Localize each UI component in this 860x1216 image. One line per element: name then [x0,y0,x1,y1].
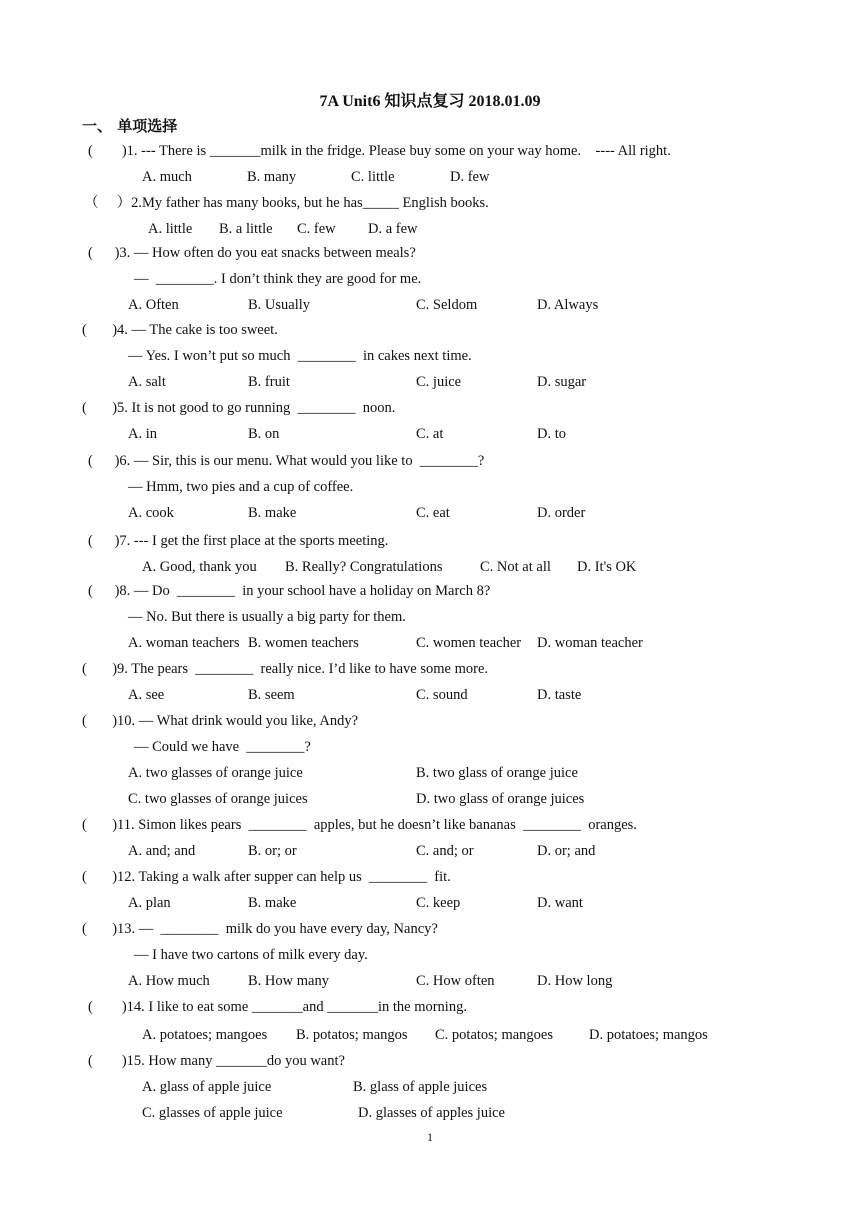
option: A. little [148,221,193,237]
option: C. keep [416,895,461,911]
option: C. eat [416,505,450,521]
option: C. and; or [416,843,474,859]
option: B. or; or [248,843,297,859]
option: A. two glasses of orange juice [128,765,303,781]
option: B. on [248,426,280,442]
question-14: ( )14. I like to eat some _______and _______in the morning. [88,999,467,1015]
option: D. want [537,895,583,911]
question-5: ( )5. It is not good to go running ________ noon. [82,400,396,416]
question-text: — No. But there is usually a big party for them. [128,609,406,625]
option: C. potatos; mangoes [435,1027,554,1043]
option: A. woman teachers [128,635,240,651]
option: A. Good, thank you [142,559,257,575]
question-text: — I have two cartons of milk every day. [134,947,368,963]
option: C. How often [416,973,495,989]
option: B. a little [219,221,273,237]
option: D. potatoes; mangos [589,1027,708,1043]
question-13: ( )13. — ________ milk do you have every day, Nancy? [82,921,438,937]
question-7: ( )7. --- I get the first place at the sports meeting. [88,533,389,549]
option: B. glass of apple juices [353,1079,488,1095]
question-text: — ________. I don’t think they are good for me. [134,271,422,287]
option: C. two glasses of orange juices [128,791,308,807]
option: D. a few [368,221,418,237]
option: D. sugar [537,374,587,390]
option: D. two glass of orange juices [416,791,585,807]
option: C. Seldom [416,297,478,313]
option: D. woman teacher [537,635,643,651]
option: D. How long [537,973,613,989]
option: B. two glass of orange juice [416,765,578,781]
option: D. or; and [537,843,596,859]
option: D. order [537,505,586,521]
question-6: ( )6. — Sir, this is our menu. What would you like to ________? [88,453,485,469]
option: B. make [248,505,297,521]
option: B. Usually [248,297,311,313]
page-number: 1 [427,1130,433,1144]
question-11: ( )11. Simon likes pears ________ apples, but he doesn’t like bananas ________ oranges. [82,817,637,833]
section-heading: 一、 单项选择 [82,117,178,135]
option: D. Always [537,297,599,313]
option: C. women teacher [416,635,522,651]
option: C. at [416,426,444,442]
option: C. few [297,221,336,237]
page-title: 7A Unit6 知识点复习 2018.01.09 [319,93,541,110]
question-text: — Yes. I won’t put so much ________ in cakes next time. [128,348,472,364]
question-2: （ ）2.My father has many books, but he has_____ English books. [84,195,489,211]
question-1: ( )1. --- There is _______milk in the fridge. Please buy some on your way home. ---- All right. [88,143,671,159]
option: B. Really? Congratulations [285,559,443,575]
option: A. glass of apple juice [142,1079,272,1095]
question-text: — Hmm, two pies and a cup of coffee. [128,479,354,495]
option: B. women teachers [248,635,359,651]
option: C. little [351,169,395,185]
question-15: ( )15. How many _______do you want? [88,1053,345,1069]
option: B. How many [248,973,329,989]
option: A. see [128,687,165,703]
option: B. many [247,169,297,185]
option: A. in [128,426,157,442]
option: C. juice [416,374,462,390]
option: A. much [142,169,192,185]
option: A. potatoes; mangoes [142,1027,268,1043]
option: B. seem [248,687,295,703]
option: A. How much [128,973,210,989]
option: A. plan [128,895,171,911]
option: B. make [248,895,297,911]
option: A. Often [128,297,179,313]
option: C. glasses of apple juice [142,1105,283,1121]
option: D. glasses of apples juice [358,1105,505,1121]
question-8: ( )8. — Do ________ in your school have a holiday on March 8? [88,583,491,599]
option: A. and; and [128,843,196,859]
option: B. potatos; mangos [296,1027,408,1043]
question-10: ( )10. — What drink would you like, Andy? [82,713,359,729]
option: A. cook [128,505,174,521]
question-9: ( )9. The pears ________ really nice. I’d like to have some more. [82,661,489,677]
question-4: ( )4. — The cake is too sweet. [82,322,278,338]
option: D. taste [537,687,582,703]
option: C. sound [416,687,468,703]
option: A. salt [128,374,166,390]
option: D. It's OK [577,559,637,575]
question-text: — Could we have ________? [134,739,311,755]
option: C. Not at all [480,559,551,575]
option: D. to [537,426,566,442]
option: B. fruit [248,374,290,390]
question-3: ( )3. — How often do you eat snacks between meals? [88,245,416,261]
option: D. few [450,169,490,185]
question-12: ( )12. Taking a walk after supper can help us ________ fit. [82,869,451,885]
